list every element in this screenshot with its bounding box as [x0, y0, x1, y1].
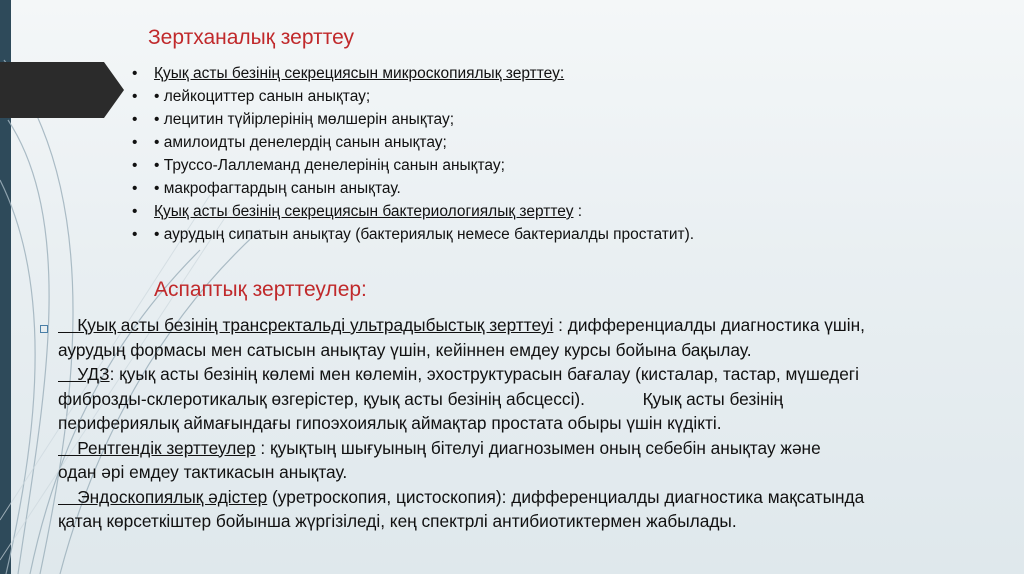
paragraph-line	[58, 436, 988, 461]
line-text: қатаң көрсеткіштер бойынша жүргізіледі, кең спектрлі антибиотиктермен жабылады.	[58, 511, 737, 531]
line-text: аурудың формасы мен сатысын анықтау үшін, кейіннен емдеу курсы бойына бақылау.	[58, 339, 752, 360]
paragraph-line	[58, 387, 988, 412]
bullet-item	[132, 62, 694, 85]
arrow-tab-shape	[0, 62, 124, 118]
bullet-item	[132, 200, 694, 223]
paragraph-line	[58, 411, 988, 436]
section-title-laboratory: Зертханалық зерттеу	[148, 26, 355, 49]
bullet-item-text: • лейкоциттер санын анықтау;	[154, 88, 371, 105]
bullet-item-text: • макрофагтардың санын анықтау.	[154, 180, 401, 197]
paragraph-line	[58, 338, 988, 363]
bullet-item	[132, 131, 694, 154]
line-text: : қуықтың шығуының бітелуі диагнозымен оның себебін анықтау және	[255, 437, 821, 458]
line-text: фиброзды-склеротикалық өзгерістер, қуық асты безінің абсцессі). Қуық асты безінің	[58, 388, 784, 409]
underlined-term: УДЗ	[58, 364, 110, 384]
bullet-item	[132, 223, 694, 246]
underlined-term: Рентгендік зерттеулер	[58, 437, 256, 458]
paragraph-line	[58, 509, 988, 534]
section-title-instrumental: Аспаптық зерттеулер:	[154, 278, 367, 301]
instrumental-paragraph	[58, 313, 988, 534]
line-text: : дифференциалды диагностика үшін,	[553, 315, 865, 335]
bullet-item-text: Қуық асты безінің секрециясын микроскопиялық зерттеу:	[154, 65, 565, 82]
bullet-item	[132, 108, 694, 131]
bullet-item-text: Қуық асты безінің секрециясын бактериологиялық зерттеу	[154, 203, 574, 220]
underlined-term: Эндоскопиялық әдістер	[58, 486, 268, 507]
laboratory-bullet-list	[132, 62, 694, 246]
line-text: : қуық асты безінің көлемі мен көлемін, эхоструктурасын бағалау (кисталар, тастар, мүшедегі	[109, 364, 859, 384]
paragraph-line	[58, 313, 988, 338]
bullet-item	[132, 177, 694, 200]
line-text: (уретроскопия, цистоскопия): дифференциалды диагностика мақсатында	[267, 486, 865, 507]
bullet-item-text: • Труссо-Лаллеманд денелерінің санын анықтау;	[154, 157, 505, 174]
bullet-item-text: • амилоидты денелердің санын анықтау;	[154, 134, 447, 151]
line-text: одан әрі емдеу тактикасын анықтау.	[58, 462, 348, 482]
bullet-item	[132, 154, 694, 177]
bullet-item-text: • аурудың сипатын анықтау (бактериялық немесе бактериалды простатит).	[154, 226, 695, 243]
paragraph-line	[58, 362, 988, 387]
underlined-term: Қуық асты безінің трансректальді ультрадыбыстық зерттеуі	[58, 315, 554, 335]
bullet-item	[132, 85, 694, 108]
paragraph-line	[58, 485, 988, 510]
bullet-item-text: • лецитин түйірлерінің мөлшерін анықтау;	[154, 111, 455, 128]
bullet-item-suffix: :	[573, 203, 583, 220]
square-bullet-icon	[40, 325, 48, 333]
paragraph-line	[58, 460, 988, 485]
line-text: перифериялық аймағындағы гипоэхоиялық аймақтар простата обыры үшін күдікті.	[58, 413, 722, 433]
